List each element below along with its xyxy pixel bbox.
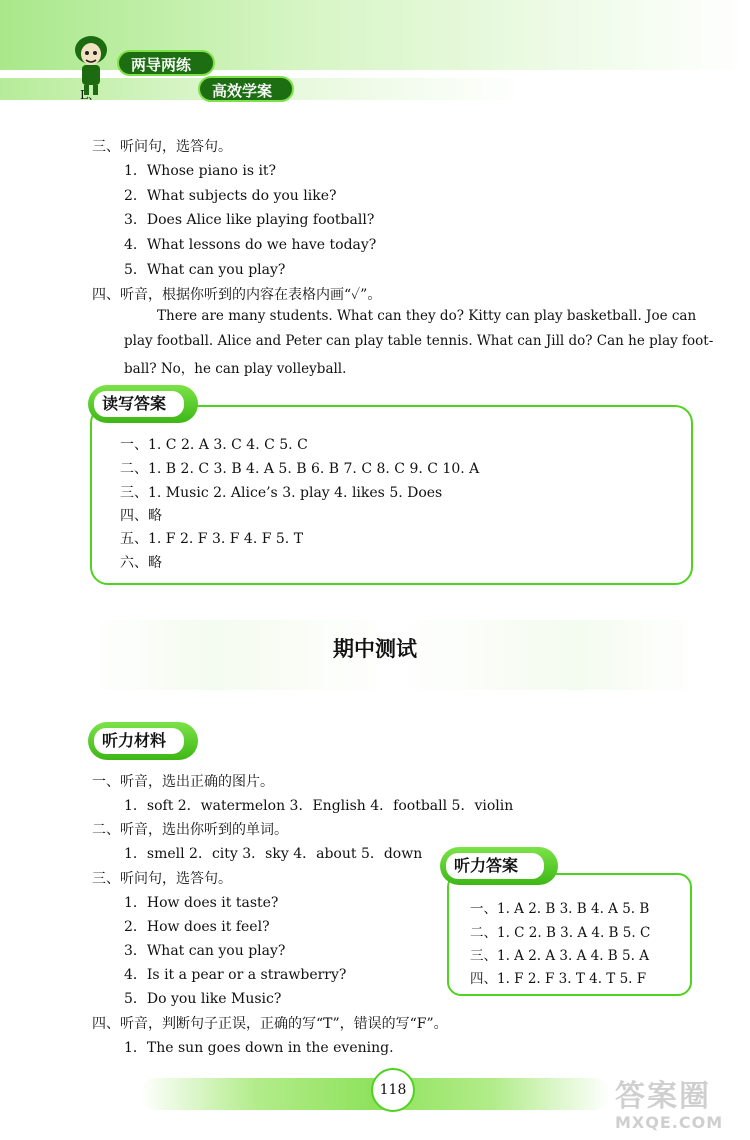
answer-line: 一、1. C 2. A 3. C 4. C 5. C [120,437,308,453]
page-title: 期中测试 [333,637,417,661]
watermark-url: MXQE.COM [615,1113,724,1132]
passage-line: There are many students. What can they do? Kitty can play basketball. Joe can [157,308,697,324]
answer-line: 一、1. A 2. B 3. B 4. A 5. B [470,901,650,917]
answer-line: 四、1. F 2. F 3. T 4. T 5. F [470,971,647,987]
list-item: 2．How does it feel? [124,919,270,935]
list-item: 1．How does it taste? [124,895,279,911]
listening-answers-tag-label: 听力答案 [446,853,544,879]
list-item: 3．What can you play? [124,943,286,959]
series-title-pill: 两导两练 [117,50,215,76]
list-item: 3．Does Alice like playing football? [124,212,375,228]
list-item: 2．What subjects do you like? [124,188,337,204]
watermark-text: 答案圈 [615,1079,711,1114]
list-item: 5．What can you play? [124,262,286,278]
answer-line: 三、1. A 2. A 3. A 4. B 5. A [470,948,649,964]
passage-line: play football. Alice and Peter can play table tennis. What can Jill do? Can he play foot- [124,333,714,349]
section-heading: 三、听问句，选答句。 [92,871,232,887]
list-item: 1．Whose piano is it? [124,163,277,179]
section-heading: 一、听音，选出正确的图片。 [92,774,274,790]
listening-answers-tag [440,847,558,885]
list-item: 4．Is it a pear or a strawberry? [124,967,347,983]
listening-materials-tag-label: 听力材料 [94,728,184,754]
answer-line: 二、1. B 2. C 3. B 4. A 5. B 6. B 7. C 8. C 9. C 10. A [120,461,480,477]
list-item: 1．The sun goes down in the evening. [124,1040,394,1056]
list-item: 5．Do you like Music? [124,991,282,1007]
reading-answers-tag-label: 读写答案 [94,391,184,417]
header-small-mark: L、 [80,88,100,102]
section-heading: 三、听问句，选答句。 [92,139,232,155]
answer-line: 三、1. Music 2. Alice’s 3. play 4. likes 5. Does [120,485,443,501]
answer-line: 四、略 [120,508,162,524]
list-item: 4．What lessons do we have today? [124,237,377,253]
section-heading: 四、听音，根据你听到的内容在表格内画“✓”。 [92,287,382,303]
series-subtitle-pill: 高效学案 [198,76,294,102]
answer-line: 六、略 [120,555,162,571]
page-number: 118 [371,1068,415,1112]
list-item: 1．smell 2．city 3．sky 4．about 5．down [124,846,423,862]
answer-line: 二、1. C 2. B 3. A 4. B 5. C [470,925,651,941]
watermark [615,1080,745,1135]
list-item: 1．soft 2．watermelon 3．English 4．football 5．violin [124,798,514,814]
answer-line: 五、1. F 2. F 3. F 4. F 5. T [120,531,304,547]
section-heading: 二、听音，选出你听到的单词。 [92,822,288,838]
listening-materials-tag [88,722,198,760]
reading-answers-tag [88,385,198,423]
section-heading: 四、听音，判断句子正误，正确的写“T”，错误的写“F”。 [92,1016,448,1032]
passage-line: ball? No，he can play volleyball. [124,361,347,377]
